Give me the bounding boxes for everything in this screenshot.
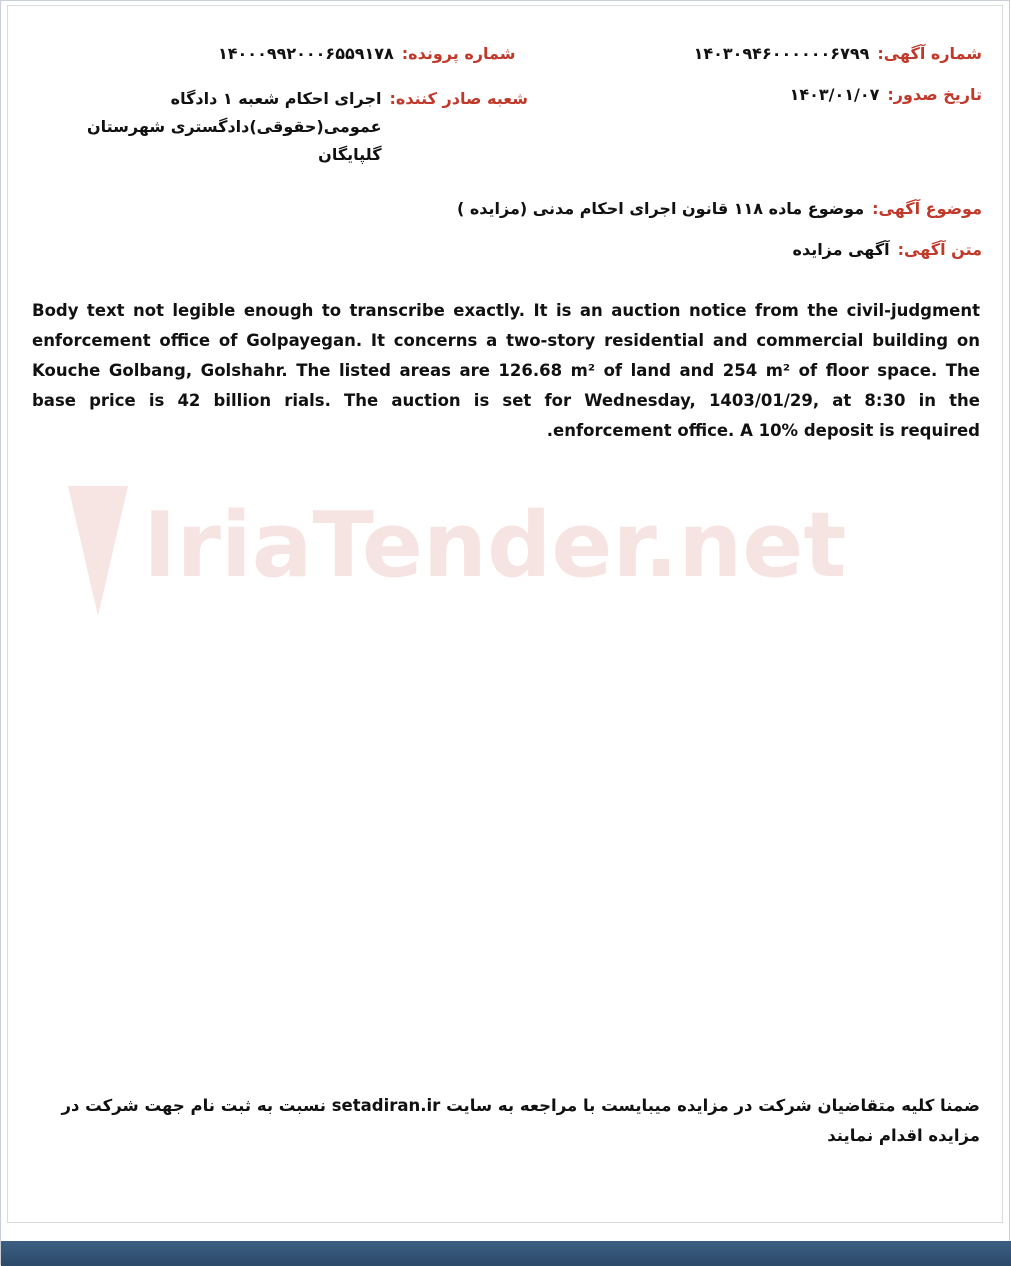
issue-date-label: تاریخ صدور: <box>887 85 982 104</box>
bottom-bar <box>1 1241 1011 1266</box>
ad-text-title <box>793 240 983 259</box>
subject <box>457 199 982 218</box>
ad-number-label: شماره آگهی: <box>877 44 982 63</box>
subject-value: موضوع ماده ۱۱۸ قانون اجرای احکام مدنی (مزایده ) <box>456 199 865 218</box>
watermark-logo <box>48 466 847 626</box>
footer-paragraph: ضمنا کلیه متقاضیان شرکت در مزایده میبایست با مراجعه به سایت setadiran.ir نسبت به ثبت نام جهت شرکت در مزایده اقدام نمایند <box>61 1096 980 1145</box>
watermark-text: IriaTender.net <box>143 493 847 598</box>
issue-date <box>790 85 982 104</box>
subject-label: موضوع آگهی: <box>872 199 982 218</box>
issuer <box>28 85 528 169</box>
ad-text-title-value: آگهی مزایده <box>792 240 890 259</box>
issue-date-value: ۱۴۰۳/۰۱/۰۷ <box>789 85 880 104</box>
body-paragraph: Body text not legible enough to transcribe exactly. It is an auction notice from the civil-judgment enforcement office of Golpayegan. It concerns a two-story residential and commercial building on Kouche Golbang, Golshahr. The listed areas are 126.68 m² of land and 254 m² of floor space. The base price is 42 billion rials. The auction is set for Wednesday, 1403/01/29, at 8:30 in the enforcement office. A 10% deposit is required. <box>32 301 980 440</box>
watermark-shape <box>68 486 128 616</box>
case-number-value: ۱۴۰۰۰۹۹۲۰۰۰۶۵۵۹۱۷۸ <box>218 44 394 63</box>
ad-number <box>694 44 982 63</box>
issuer-label: شعبه صادر کننده: <box>389 89 528 108</box>
ad-text-label: متن آگهی: <box>897 240 982 259</box>
document-page <box>7 5 1003 1223</box>
case-number-label: شماره پرونده: <box>401 44 516 63</box>
issuer-value: اجرای احکام شعبه ۱ دادگاه عمومی(حقوقی)دادگستری شهرستان گلپایگان <box>86 89 382 164</box>
header <box>28 44 982 259</box>
case-number <box>218 44 515 63</box>
ad-number-value: ۱۴۰۳۰۹۴۶۰۰۰۰۰۰۶۷۹۹ <box>693 44 870 63</box>
